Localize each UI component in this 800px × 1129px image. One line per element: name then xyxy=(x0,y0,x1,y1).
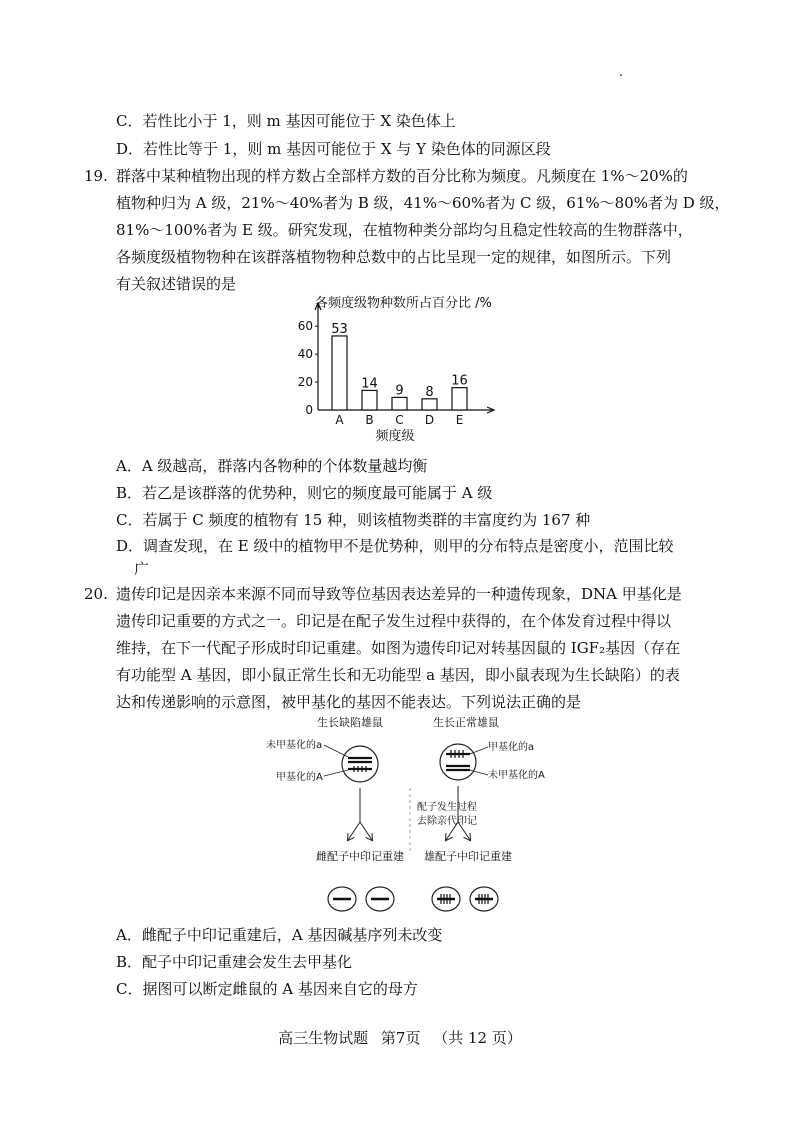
y-tick-label: 60 xyxy=(297,319,313,334)
scan-speck xyxy=(620,74,622,76)
q19-stem-line: 81%～100%者为 E 级。研究发现，在植物种类分部均匀且稳定性较高的生物群落中， xyxy=(116,221,693,239)
q20-stem-line: 达和传递影响的示意图，被甲基化的基因不能表达。下列说法正确的是 xyxy=(116,693,582,711)
q19-option-b: B．若乙是该群落的优势种，则它的频度最可能属于 A 级 xyxy=(116,484,493,502)
q18-option-d: D．若性比等于 1，则 m 基因可能位于 X 与 Y 染色体的同源区段 xyxy=(116,140,551,158)
female-bottom-label: 甲基化的A xyxy=(276,772,323,783)
y-tick-label: 0 xyxy=(305,403,313,417)
bar-C xyxy=(392,397,407,410)
footer-total: （共 12 页） xyxy=(433,1029,522,1047)
q19-number: 19. xyxy=(84,167,108,185)
q20-stem-line: 遗传印记重要的方式之一。印记是在配子发生过程中获得的，在个体发育过程中得以 xyxy=(116,612,672,630)
y-tick-label: 20 xyxy=(297,375,313,390)
male-bottom-label: 未甲基化的A xyxy=(488,770,545,781)
q20-stem-line: 维持，在下一代配子形成时印记重建。如图为遗传印记对转基因鼠的 IGF₂基因（存在 xyxy=(116,639,681,657)
q19-option-a: A．A 级越高，群落内各物种的个体数量越均衡 xyxy=(116,457,428,475)
x-tick-label: D xyxy=(424,413,435,427)
bar-value-label: 8 xyxy=(425,384,434,400)
q19-option-d: D．调查发现，在 E 级中的植物甲不是优势种，则甲的分布特点是密度小，范围比较 xyxy=(116,537,674,555)
q19-stem-line: 植物种归为 A 级，21%～40%者为 B 级，41%～60%者为 C 级，61%～80%者为 D 级， xyxy=(116,194,730,212)
bar-value-label: 14 xyxy=(361,376,378,392)
bar-D xyxy=(422,399,437,410)
male-top-label: 甲基化的a xyxy=(488,742,535,753)
footer-title: 高三生物试题 xyxy=(278,1029,369,1047)
y-tick-label: 40 xyxy=(297,347,313,362)
q20-option-b: B．配子中印记重建会发生去甲基化 xyxy=(116,953,353,971)
q20-option-a: A．雌配子中印记重建后，A 基因碱基序列未改变 xyxy=(116,926,443,944)
female-top-label: 未甲基化的a xyxy=(266,740,323,751)
male-parent-cell xyxy=(440,744,476,780)
erase-imprint-label: 去除亲代印记 xyxy=(417,816,477,827)
frequency-bar-chart xyxy=(290,290,500,446)
bar-B xyxy=(362,390,377,410)
x-tick-label: A xyxy=(335,413,344,427)
female-gamete-label: 雌配子中印记重建 xyxy=(316,850,404,863)
q19-stem-line: 各频度级植物物种在该群落植物物种总数中的占比呈现一定的规律，如图所示。下列 xyxy=(116,248,672,266)
q19-stem-line: 群落中某种植物出现的样方数占全部样方数的百分比称为频度。凡频度在 1%～20%的 xyxy=(116,167,688,185)
bar-E xyxy=(452,388,467,410)
female-parent-title: 生长缺陷雄鼠 xyxy=(317,716,383,729)
page-footer xyxy=(0,1028,800,1048)
bar-value-label: 16 xyxy=(451,373,468,389)
bar-value-label: 9 xyxy=(395,383,404,399)
x-tick-label: E xyxy=(455,413,464,427)
chart-x-label: 频度级 xyxy=(375,429,415,444)
bar-value-label: 53 xyxy=(331,321,348,337)
q19-option-c: C．若属于 C 频度的植物有 15 种，则该植物类群的丰富度约为 167 种 xyxy=(116,511,591,529)
male-parent-title: 生长正常雄鼠 xyxy=(433,716,499,729)
q19-stem-line: 有关叙述错误的是 xyxy=(116,275,237,293)
bar-A xyxy=(332,336,347,410)
q20-stem-line: 有功能型 A 基因，即小鼠正常生长和无功能型 a 基因，即小鼠表现为生长缺陷）的表 xyxy=(116,666,680,684)
imprinting-diagram xyxy=(262,714,572,920)
chart-title: 各频度级物种数所占百分比 /% xyxy=(315,296,492,311)
q20-option-c: C．据图可以断定雌鼠的 A 基因来自它的母方 xyxy=(116,980,418,998)
q20-number: 20. xyxy=(84,585,108,603)
female-parent-cell xyxy=(342,746,378,782)
q19-option-d-continuation: 广 xyxy=(134,560,150,578)
q18-option-c: C．若性比小于 1，则 m 基因可能位于 X 染色体上 xyxy=(116,112,456,130)
q20-stem-line: 遗传印记是因亲本来源不同而导致等位基因表达差异的一种遗传现象，DNA 甲基化是 xyxy=(116,585,682,603)
gametogenesis-label: 配子发生过程 xyxy=(417,802,477,813)
male-gamete-label: 雄配子中印记重建 xyxy=(424,850,512,863)
footer-page: 第7页 xyxy=(380,1029,421,1047)
x-tick-label: C xyxy=(395,413,404,427)
x-tick-label: B xyxy=(365,413,374,427)
